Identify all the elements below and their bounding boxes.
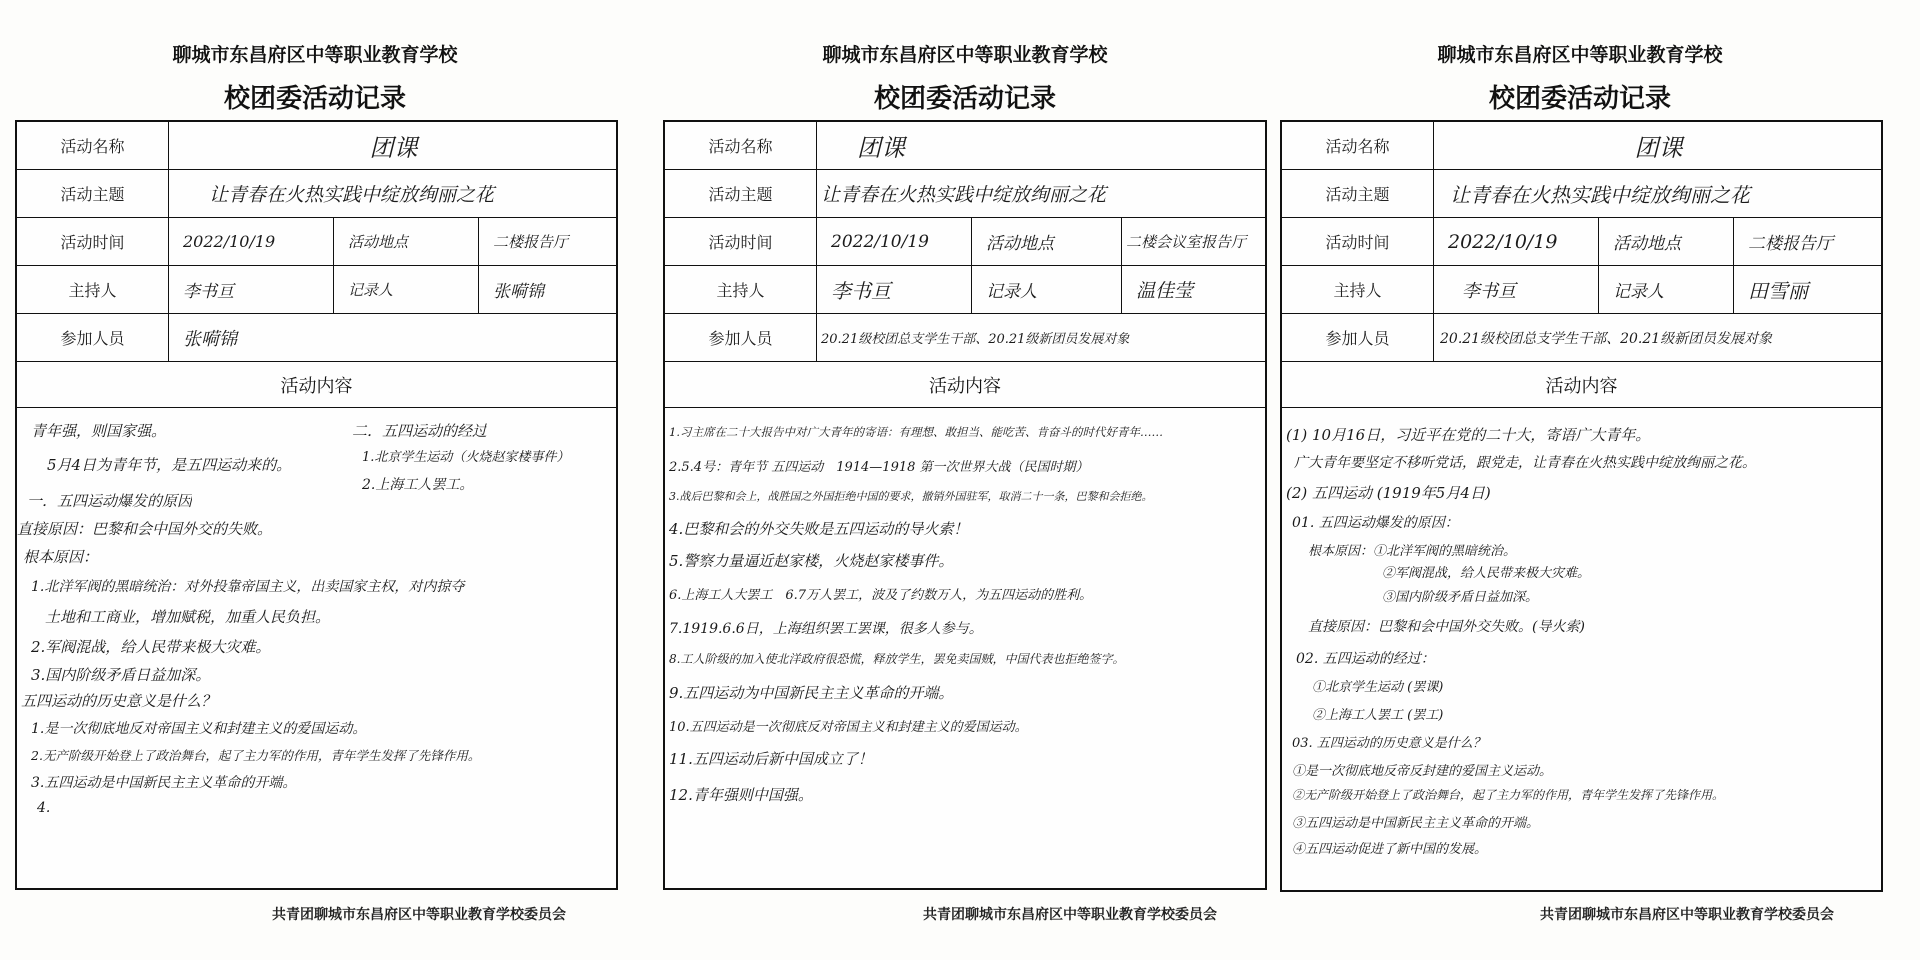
content-line: 2.军阀混战，给人民带来极大灾难。 bbox=[31, 638, 271, 656]
label-activity-theme: 活动主题 bbox=[1282, 170, 1434, 217]
content-body bbox=[665, 410, 1265, 888]
label-activity-name: 活动名称 bbox=[1282, 122, 1434, 169]
content-line: 1.北京学生运动（火烧赵家楼事件） bbox=[362, 450, 570, 465]
content-body bbox=[1282, 410, 1881, 890]
content-line: 直接原因：巴黎和会中国外交失败。(导火索) bbox=[1308, 619, 1585, 635]
place-label: 活动地点 bbox=[972, 218, 1122, 265]
content-line: 二．五四运动的经过 bbox=[352, 422, 488, 440]
content-header: 活动内容 bbox=[17, 362, 616, 408]
activity-time-value: 2022/10/19 bbox=[817, 218, 972, 265]
footer-committee: 共青团聊城市东昌府区中等职业教育学校委员会 bbox=[923, 907, 1217, 923]
row-participants bbox=[665, 314, 1265, 362]
host-value: 李书亘 bbox=[169, 266, 334, 313]
form-title: 校团委活动记录 bbox=[223, 84, 406, 114]
row-activity-theme bbox=[665, 170, 1265, 218]
row-activity-name bbox=[665, 122, 1265, 170]
record-form bbox=[663, 120, 1267, 890]
content-line: 01. 五四运动爆发的原因： bbox=[1292, 515, 1459, 531]
row-activity-theme bbox=[17, 170, 616, 218]
label-activity-name: 活动名称 bbox=[17, 122, 169, 169]
activity-theme-value: 让青春在火热实践中绽放绚丽之花 bbox=[209, 184, 495, 206]
row-activity-name bbox=[1282, 122, 1881, 170]
recorder-value: 温佳莹 bbox=[1136, 280, 1194, 302]
content-line: (1) 10月16日，习近平在党的二十大，寄语广大青年。 bbox=[1286, 426, 1651, 444]
content-line: ②军阀混战，给人民带来极大灾难。 bbox=[1382, 566, 1591, 581]
label-activity-time: 活动时间 bbox=[665, 218, 817, 265]
content-line: 3.国内阶级矛盾日益加深。 bbox=[31, 666, 211, 684]
recorder-value: 田雪丽 bbox=[1748, 279, 1808, 303]
content-line: 根本原因： bbox=[23, 548, 99, 566]
content-line: 一．五四运动爆发的原因 bbox=[27, 492, 193, 510]
place-label: 活动地点 bbox=[1599, 218, 1734, 265]
content-line: 广大青年要坚定不移听党话，跟党走，让青春在火热实践中绽放绚丽之花。 bbox=[1294, 455, 1756, 471]
place-value: 二楼报告厅 bbox=[1748, 234, 1833, 254]
host-value: 李书亘 bbox=[817, 266, 972, 313]
content-line: 6.上海工人大罢工 6.7万人罢工，波及了约数万人，为五四运动的胜利。 bbox=[669, 588, 1093, 603]
content-line: 5月4日为青年节，是五四运动来的。 bbox=[47, 456, 292, 474]
row-activity-theme bbox=[1282, 170, 1881, 218]
label-activity-time: 活动时间 bbox=[1282, 218, 1434, 265]
content-line: ①北京学生运动 (罢课) bbox=[1312, 680, 1444, 695]
activity-name-value: 团课 bbox=[857, 134, 905, 162]
label-participants: 参加人员 bbox=[665, 314, 817, 361]
participants-value: 20.21级校团总支学生干部、20.21级新团员发展对象 bbox=[821, 332, 1130, 347]
record-sheet-3 bbox=[1270, 0, 1890, 960]
recorder-label: 记录人 bbox=[972, 266, 1122, 313]
content-line: 土地和工商业，增加赋税，加重人民负担。 bbox=[45, 608, 331, 626]
activity-time-value: 2022/10/19 bbox=[1434, 218, 1599, 265]
recorder-value: 张嗬锦 bbox=[493, 282, 544, 302]
content-line: 3.战后巴黎和会上，战胜国之外国拒绝中国的要求，撤销外国驻军，取消二十一条，巴黎和会拒绝。 bbox=[669, 490, 1153, 503]
label-activity-theme: 活动主题 bbox=[17, 170, 169, 217]
label-host: 主持人 bbox=[1282, 266, 1434, 313]
participants-value: 20.21级校团总支学生干部、20.21级新团员发展对象 bbox=[1440, 330, 1773, 347]
activity-theme-value: 让青春在火热实践中绽放绚丽之花 bbox=[1450, 183, 1750, 207]
content-line: ②上海工人罢工 (罢工) bbox=[1312, 708, 1444, 723]
content-line: 1.是一次彻底地反对帝国主义和封建主义的爱国运动。 bbox=[31, 721, 367, 737]
content-line: 1.北洋军阀的黑暗统治：对外投靠帝国主义，出卖国家主权，对内掠夺 bbox=[31, 579, 465, 595]
content-line: 11.五四运动后新中国成立了！ bbox=[669, 750, 873, 768]
content-line: ①是一次彻底地反帝反封建的爱国主义运动。 bbox=[1292, 764, 1553, 779]
row-host bbox=[1282, 266, 1881, 314]
form-title: 校团委活动记录 bbox=[1488, 84, 1671, 114]
activity-name-value: 团课 bbox=[1634, 134, 1683, 162]
recorder-label: 记录人 bbox=[334, 266, 479, 313]
row-activity-name bbox=[17, 122, 616, 170]
record-form bbox=[15, 120, 618, 890]
content-line: ③五四运动是中国新民主主义革命的开端。 bbox=[1292, 816, 1540, 831]
row-activity-time bbox=[665, 218, 1265, 266]
label-participants: 参加人员 bbox=[17, 314, 169, 361]
content-line: 3.五四运动是中国新民主主义革命的开端。 bbox=[31, 775, 297, 791]
content-header: 活动内容 bbox=[665, 362, 1265, 408]
content-line: 1.习主席在二十大报告中对广大青年的寄语：有理想、敢担当、能吃苦、肯奋斗的时代好青年…… bbox=[669, 425, 1163, 439]
place-value: 二楼报告厅 bbox=[493, 233, 569, 251]
content-line: (2) 五四运动 (1919年5月4日) bbox=[1286, 484, 1491, 502]
content-line: 02. 五四运动的经过： bbox=[1296, 651, 1435, 667]
content-line: 5.警察力量逼近赵家楼，火烧赵家楼事件。 bbox=[669, 552, 954, 570]
school-name: 聊城市东昌府区中等职业教育学校 bbox=[1437, 44, 1723, 66]
content-line: 10.五四运动是一次彻底反对帝国主义和封建主义的爱国运动。 bbox=[669, 720, 1028, 735]
content-line: ④五四运动促进了新中国的发展。 bbox=[1292, 842, 1488, 857]
content-body bbox=[17, 410, 616, 888]
footer-committee: 共青团聊城市东昌府区中等职业教育学校委员会 bbox=[272, 907, 566, 923]
school-name: 聊城市东昌府区中等职业教育学校 bbox=[822, 44, 1108, 66]
content-line: 03. 五四运动的历史意义是什么？ bbox=[1292, 736, 1486, 751]
content-line: 8.工人阶级的加入使北洋政府很恐慌，释放学生，罢免卖国贼，中国代表也拒绝签字。 bbox=[669, 652, 1125, 666]
label-activity-theme: 活动主题 bbox=[665, 170, 817, 217]
row-participants bbox=[1282, 314, 1881, 362]
content-line: 4. bbox=[37, 800, 51, 816]
label-host: 主持人 bbox=[17, 266, 169, 313]
row-activity-time bbox=[17, 218, 616, 266]
content-line: ②无产阶级开始登上了政治舞台，起了主力军的作用，青年学生发挥了先锋作用。 bbox=[1292, 788, 1725, 802]
activity-theme-value: 让青春在火热实践中绽放绚丽之花 bbox=[821, 184, 1107, 206]
record-form bbox=[1280, 120, 1883, 892]
content-line: 青年强，则国家强。 bbox=[31, 422, 167, 440]
place-value: 二楼会议室报告厅 bbox=[1126, 233, 1247, 251]
content-line: 五四运动的历史意义是什么？ bbox=[21, 692, 217, 710]
recorder-label: 记录人 bbox=[1599, 266, 1734, 313]
school-name: 聊城市东昌府区中等职业教育学校 bbox=[172, 44, 458, 66]
content-line: 2.无产阶级开始登上了政治舞台，起了主力军的作用，青年学生发挥了先锋作用。 bbox=[31, 748, 481, 763]
activity-time-value: 2022/10/19 bbox=[169, 218, 334, 265]
content-line: 9.五四运动为中国新民主主义革命的开端。 bbox=[669, 684, 954, 702]
host-value: 李书亘 bbox=[1434, 266, 1599, 313]
place-label: 活动地点 bbox=[334, 218, 479, 265]
record-sheet-1 bbox=[0, 0, 620, 960]
activity-name-value: 团课 bbox=[369, 134, 418, 162]
form-title: 校团委活动记录 bbox=[873, 84, 1056, 114]
content-line: 4.巴黎和会的外交失败是五四运动的导火索！ bbox=[669, 520, 969, 538]
row-activity-time bbox=[1282, 218, 1881, 266]
content-line: 2.上海工人罢工。 bbox=[362, 477, 474, 493]
record-sheet-2 bbox=[655, 0, 1275, 960]
label-activity-time: 活动时间 bbox=[17, 218, 169, 265]
row-host bbox=[17, 266, 616, 314]
label-host: 主持人 bbox=[665, 266, 817, 313]
content-header: 活动内容 bbox=[1282, 362, 1881, 408]
content-line: 12.青年强则中国强。 bbox=[669, 786, 813, 804]
row-host bbox=[665, 266, 1265, 314]
content-line: 直接原因：巴黎和会中国外交的失败。 bbox=[17, 520, 273, 538]
row-participants bbox=[17, 314, 616, 362]
label-participants: 参加人员 bbox=[1282, 314, 1434, 361]
content-line: ③国内阶级矛盾日益加深。 bbox=[1382, 590, 1539, 605]
content-line: 2.5.4号：青年节 五四运动 1914—1918 第一次世界大战（民国时期） bbox=[669, 460, 1089, 475]
label-activity-name: 活动名称 bbox=[665, 122, 817, 169]
participants-value: 张嗬锦 bbox=[183, 328, 237, 350]
footer-committee: 共青团聊城市东昌府区中等职业教育学校委员会 bbox=[1540, 907, 1834, 923]
content-line: 7.1919.6.6日，上海组织罢工罢课，很多人参与。 bbox=[669, 621, 983, 637]
content-line: 根本原因：①北洋军阀的黑暗统治。 bbox=[1308, 544, 1517, 559]
